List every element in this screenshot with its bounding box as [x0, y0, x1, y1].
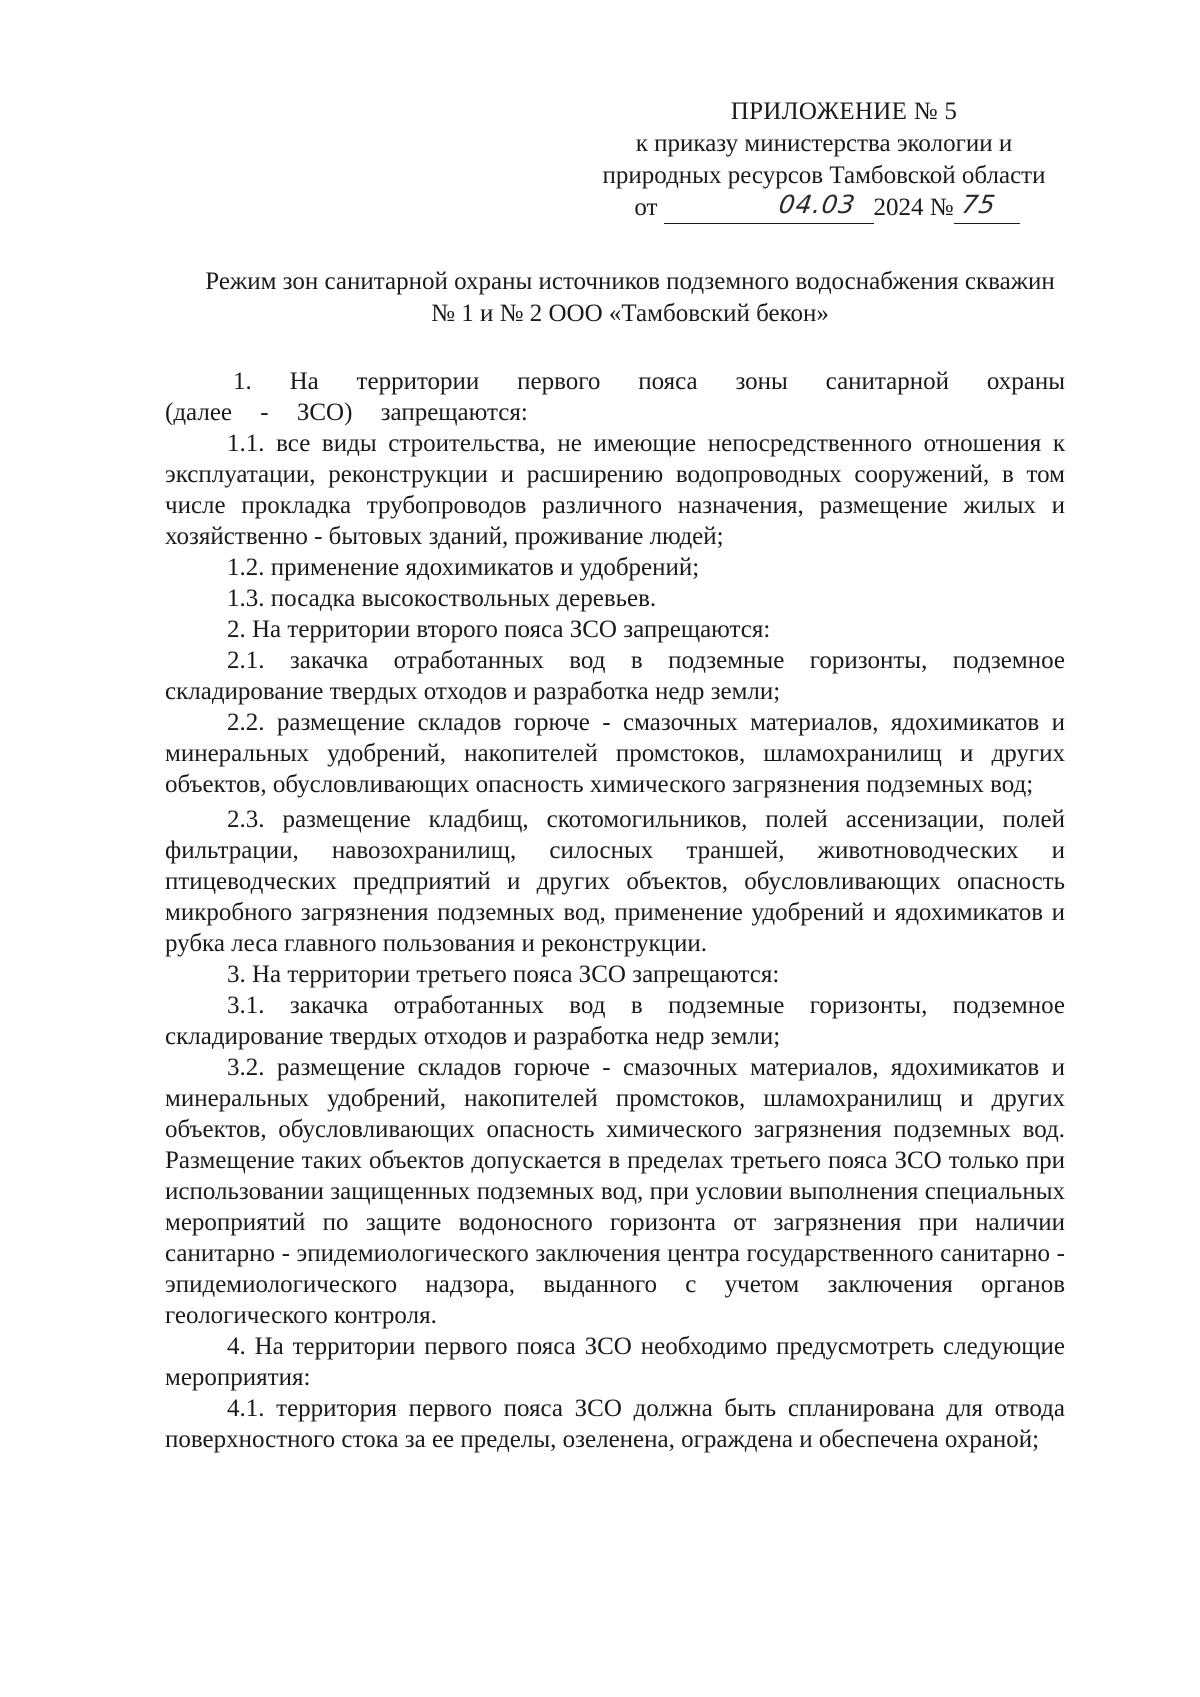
appendix-header [544, 96, 1104, 224]
paragraph-1-3: 1.3. посадка высокоствольных деревьев. [227, 585, 657, 612]
paragraph-4: 4. На территории первого пояса ЗСО необходимо предусмотреть следующие мероприятия: [165, 1333, 1065, 1391]
order-reference: к приказу министерства экологии и [635, 130, 1013, 157]
document-body [165, 366, 1065, 1455]
paragraph-2-2: 2.2. размещение складов горюче - смазочных материалов, ядохимикатов и минеральных удобрений, накопителей промстоков, шламохранилищ и других объектов, обусловливающих опасность химического загрязнения подземных вод; [165, 709, 1065, 798]
title-line-1: Режим зон санитарной охраны источников подземного водоснабжения скважин [205, 268, 1055, 295]
appendix-number: ПРИЛОЖЕНИЕ № 5 [730, 98, 958, 125]
paragraph-3-1: 3.1. закачка отработанных вод в подземные горизонты, подземное складирование твердых отходов и разработка недр земли; [165, 992, 1065, 1050]
paragraph-3: 3. На территории третьего пояса ЗСО запрещаются: [227, 961, 780, 988]
paragraph-1-1: 1.1. все виды строительства, не имеющие непосредственного отношения к эксплуатации, реконструкции и расширению водопроводных сооружений, в том числе прокладка трубопроводов различного назначения, размещение жилых и хозяйственно - бытовых зданий, проживание людей; [165, 430, 1065, 550]
paragraph-2-3: 2.3. размещение кладбищ, скотомогильников, полей ассенизации, полей фильтрации, навозохранилищ, силосных траншей, животноводческих и птицеводческих предприятий и других объектов, обусловливающих опасность микробного загрязнения подземных вод, применение удобрений и ядохимикатов и рубка леса главного пользования и реконструкции. [165, 806, 1065, 957]
from-label: от [634, 194, 658, 221]
handwritten-date: 04.03 [776, 190, 858, 219]
paragraph-2-1: 2.1. закачка отработанных вод в подземные горизонты, подземное складирование твердых отходов и разработка недр земли; [165, 647, 1065, 705]
ministry-name: природных ресурсов Тамбовской области [602, 162, 1046, 189]
handwritten-number: 75 [959, 190, 998, 219]
date-blank [664, 190, 874, 224]
paragraph-1: 1. На территории первого пояса зоны санитарной охраны (далее - ЗСО) запрещаются: [165, 368, 1065, 426]
number-blank [954, 190, 1020, 224]
year-label: 2024 № [873, 194, 954, 221]
order-date-line [544, 192, 1104, 224]
paragraph-1-2: 1.2. применение ядохимикатов и удобрений; [227, 554, 700, 581]
title-line-2: № 1 и № 2 ООО «Тамбовский бекон» [431, 300, 829, 327]
paragraph-4-1: 4.1. территория первого пояса ЗСО должна быть спланирована для отвода поверхностного стока за ее пределы, озеленена, ограждена и обеспечена охраной; [165, 1395, 1065, 1453]
paragraph-3-2: 3.2. размещение складов горюче - смазочных материалов, ядохимикатов и минеральных удобрений, накопителей промстоков, шламохранилищ и других объектов, обусловливающих опасность химического загрязнения подземных вод. Размещение таких объектов допускается в пределах третьего пояса ЗСО только при использовании защищенных подземных вод, при условии выполнения специальных мероприятий по защите водоносного горизонта от загрязнения при наличии санитарно - эпидемиологического заключения центра государственного санитарно - эпидемиологического надзора, выданного с учетом заключения органов геологического контроля. [165, 1054, 1065, 1329]
paragraph-2: 2. На территории второго пояса ЗСО запрещаются: [227, 616, 771, 643]
document-title [170, 266, 1090, 330]
